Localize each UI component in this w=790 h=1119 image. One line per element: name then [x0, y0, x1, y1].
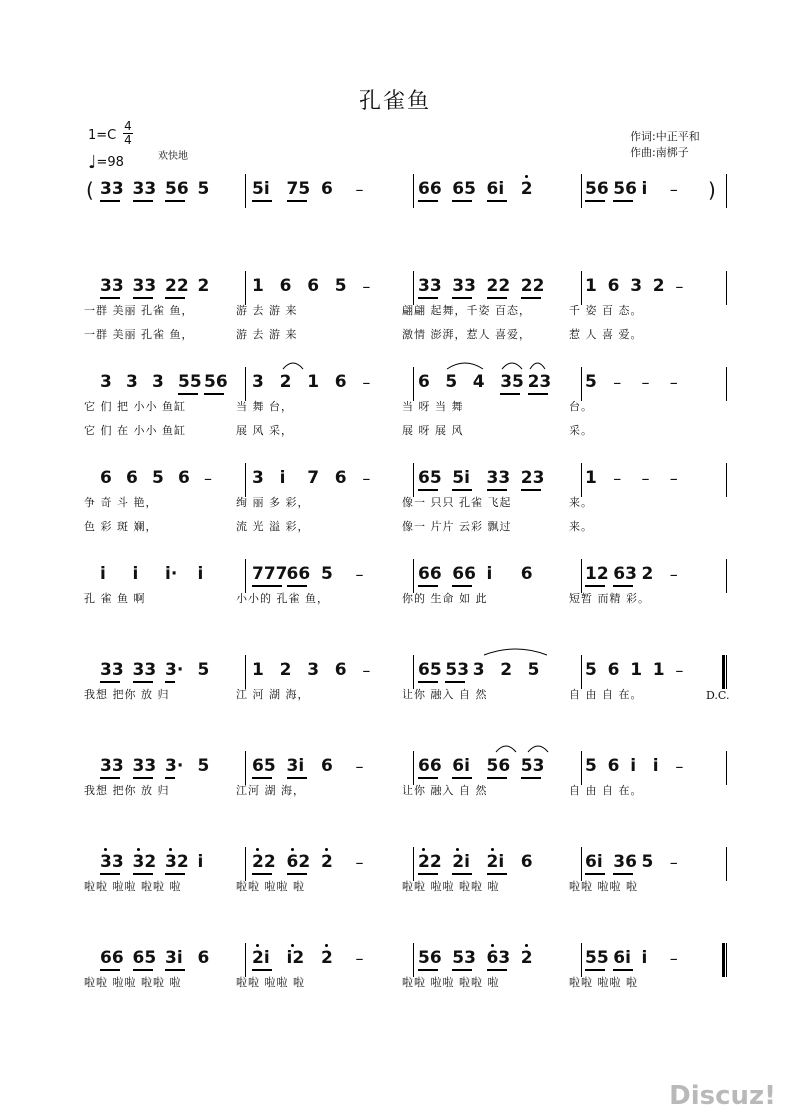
jianpu-note: 32	[132, 852, 157, 872]
jianpu-note: 5	[197, 660, 210, 680]
jianpu-note: 6	[178, 468, 190, 488]
jianpu-note: 22	[520, 276, 545, 296]
lyric-text: 我想 把你 放 归	[84, 688, 170, 701]
jianpu-note: 35	[500, 372, 524, 392]
sustain-dash: –	[613, 373, 622, 392]
jianpu-note: 36	[613, 852, 637, 872]
lyric-text: 当 呀 当 舞	[402, 400, 464, 413]
jianpu-note: 5	[197, 179, 210, 199]
jianpu-note: 65	[452, 179, 476, 199]
lyric-text: 一群 美丽 孔雀 鱼，	[84, 304, 194, 317]
jianpu-note: 33	[132, 179, 157, 199]
slur-arc	[530, 363, 545, 369]
jianpu-note: 22	[252, 852, 276, 872]
lyric-text: 小小的 孔雀 鱼，	[236, 592, 329, 605]
jianpu-note: 56	[204, 372, 228, 392]
jianpu-note: 5	[641, 852, 654, 872]
sustain-dash: –	[355, 949, 364, 968]
lyric-text: 采。	[569, 424, 593, 437]
lyric-text: 让你 融入 自 然	[402, 784, 488, 797]
lyric-text: 游 去 游 来	[236, 328, 298, 341]
key-signature: 1=C	[88, 128, 117, 143]
sustain-dash: –	[613, 469, 622, 488]
lyric-text: 啦啦 啦啦 啦	[569, 976, 638, 989]
lyric-text: 色 彩 斑 斓，	[84, 520, 158, 533]
jianpu-note: 6	[279, 276, 292, 296]
jianpu-note: 2	[520, 948, 533, 968]
jianpu-note: 6	[197, 948, 210, 968]
jianpu-note: 33	[100, 276, 124, 296]
lyric-text: 啦啦 啦啦 啦	[236, 976, 305, 989]
lyric-text: 它 们 在 小小 鱼缸	[84, 424, 186, 437]
jianpu-note: 65	[132, 948, 157, 968]
jianpu-note: 23	[527, 372, 552, 392]
expression-marking: 欢快地	[158, 151, 188, 162]
jianpu-note: 2i	[452, 852, 470, 872]
slur-arc	[496, 746, 516, 752]
jianpu-note: 65	[418, 660, 442, 680]
lyric-text: 当 舞 台，	[236, 400, 293, 413]
sustain-dash: –	[669, 180, 678, 199]
sustain-dash: –	[675, 757, 684, 776]
jianpu-note: 5	[585, 372, 597, 392]
lyric-text: 啦啦 啦啦 啦	[569, 880, 638, 893]
sustain-dash: –	[362, 469, 371, 488]
sustain-dash: –	[641, 373, 650, 392]
lyric-text: 江河 湖 海，	[236, 784, 305, 797]
lyric-text: 孔 雀 鱼 啊	[84, 592, 146, 605]
jianpu-note: 56	[165, 179, 189, 199]
jianpu-note: i	[641, 179, 648, 199]
lyric-text: 争 奇 斗 艳，	[84, 496, 158, 509]
jianpu-note: 55	[585, 948, 609, 968]
lyric-text: 像一 片片 云彩 飘过	[402, 520, 512, 533]
jianpu-note: 33	[100, 660, 124, 680]
jianpu-note: 66	[418, 564, 442, 584]
jianpu-note: 23	[520, 468, 545, 488]
jianpu-note: 32	[165, 852, 189, 872]
slur-arc	[502, 363, 522, 369]
jianpu-note: 2	[197, 276, 210, 296]
jianpu-note: 5	[197, 756, 210, 776]
jianpu-note: 2i	[486, 852, 505, 872]
jianpu-note: 6	[520, 852, 533, 872]
jianpu-note: 6	[307, 276, 320, 296]
jianpu-note: 2	[641, 564, 654, 584]
jianpu-note: 6i	[613, 948, 631, 968]
jianpu-note: i	[652, 756, 659, 776]
jianpu-note: 56	[585, 179, 609, 199]
sustain-dash: –	[669, 565, 678, 584]
jianpu-note: 56	[486, 756, 511, 776]
jianpu-note: 5i	[452, 468, 470, 488]
jianpu-note: i·	[165, 564, 178, 584]
jianpu-note: 6	[334, 660, 347, 680]
lyric-text: 游 去 游 来	[236, 304, 298, 317]
jianpu-note: 33	[452, 276, 476, 296]
jianpu-note: 6	[100, 468, 112, 488]
jianpu-note: i2	[286, 948, 305, 968]
sustain-dash: –	[362, 661, 371, 680]
jianpu-note: 777	[252, 564, 288, 584]
jianpu-note: i	[630, 756, 637, 776]
jianpu-note: i	[486, 564, 493, 584]
lyric-text: 展 呀 展 风	[402, 424, 464, 437]
jianpu-note: 2	[321, 948, 333, 968]
jianpu-note: 62	[286, 852, 311, 872]
lyric-text: 自 由 自 在。	[569, 784, 643, 797]
sustain-dash: –	[669, 853, 678, 872]
jianpu-note: i	[197, 564, 204, 584]
jianpu-note: 66	[418, 756, 442, 776]
lyric-text: 来。	[569, 496, 593, 509]
lyric-text: 像一 只只 孔雀 飞起	[402, 496, 512, 509]
jianpu-note: 2	[520, 179, 533, 199]
jianpu-note: i	[641, 948, 648, 968]
jianpu-note: 3	[307, 660, 320, 680]
jianpu-note: 6	[520, 564, 533, 584]
jianpu-note: 5i	[252, 179, 270, 199]
jianpu-note: 1	[585, 276, 597, 296]
lyricist-credit: 作词:中正平和	[630, 130, 700, 143]
sustain-dash: –	[669, 373, 678, 392]
song-title: 孔雀鱼	[358, 89, 431, 114]
sustain-dash: –	[355, 180, 364, 199]
jianpu-note: 6	[418, 372, 430, 392]
sustain-dash: –	[641, 469, 650, 488]
jianpu-note: 6i	[585, 852, 603, 872]
slur-arc	[447, 363, 483, 369]
jianpu-note: 75	[286, 179, 311, 199]
tempo-value: =98	[96, 155, 124, 170]
lyric-text: 惹 人 喜 爱。	[569, 328, 643, 341]
slur-arc	[283, 363, 303, 369]
jianpu-note: 5	[321, 564, 333, 584]
lyric-text: 江 河 湖 海，	[236, 688, 310, 701]
jianpu-note: 3·	[165, 756, 184, 776]
jianpu-note: 3	[152, 372, 164, 392]
jianpu-note: 22	[486, 276, 511, 296]
jianpu-note: 33	[132, 276, 157, 296]
lyric-text: 我想 把你 放 归	[84, 784, 170, 797]
lyric-text: 台。	[569, 400, 593, 413]
lyric-text: 短暂 而精 彩。	[569, 592, 650, 605]
lyric-text: 它 们 把 小小 鱼缸	[84, 400, 186, 413]
jianpu-note: 1	[252, 660, 264, 680]
jianpu-note: 6	[321, 756, 333, 776]
jianpu-note: 2	[279, 372, 292, 392]
jianpu-note: i	[197, 852, 204, 872]
jianpu-note: 63	[613, 564, 637, 584]
lyric-text: 千 姿 百 态。	[569, 304, 643, 317]
jianpu-note: 33	[486, 468, 511, 488]
jianpu-note: 1	[652, 660, 665, 680]
jianpu-note: 2	[500, 660, 513, 680]
lyric-text: 绚 丽 多 彩，	[236, 496, 310, 509]
jianpu-note: 5	[152, 468, 164, 488]
slur-arc	[528, 746, 548, 752]
jianpu-note: 33	[100, 852, 124, 872]
jianpu-note: 33	[100, 756, 124, 776]
jianpu-note: 2	[321, 852, 333, 872]
jianpu-note: 55	[178, 372, 202, 392]
jianpu-note: 3i	[286, 756, 305, 776]
lyric-text: 啦啦 啦啦 啦	[236, 880, 305, 893]
jianpu-note: 66	[100, 948, 124, 968]
jianpu-note: 5	[334, 276, 347, 296]
jianpu-note: 3	[126, 372, 138, 392]
lyric-text: 你的 生命 如 此	[402, 592, 488, 605]
jianpu-note: 5	[445, 372, 458, 392]
lyric-text: 激情 澎湃，惹人 喜爱，	[402, 328, 531, 341]
jianpu-note: 6	[607, 756, 620, 776]
jianpu-note: 65	[252, 756, 276, 776]
lyric-text: 啦啦 啦啦 啦啦 啦	[402, 976, 500, 989]
jianpu-note: 22	[418, 852, 442, 872]
quarter-note-icon: ♩	[88, 152, 97, 173]
jianpu-note: 4	[472, 372, 485, 392]
jianpu-note: 12	[585, 564, 609, 584]
sustain-dash: –	[669, 469, 678, 488]
jianpu-note: 56	[418, 948, 442, 968]
da-capo-mark: D.C.	[706, 689, 730, 702]
sustain-dash: –	[355, 853, 364, 872]
jianpu-note: 53	[445, 660, 470, 680]
lyric-text: 流 光 溢 彩，	[236, 520, 310, 533]
jianpu-note: 1	[307, 372, 320, 392]
jianpu-note: 66	[286, 564, 311, 584]
sustain-dash: –	[675, 661, 684, 680]
close-parenthesis: )	[708, 178, 716, 202]
jianpu-note: 5	[585, 756, 597, 776]
lyric-text: 展 风 采，	[236, 424, 293, 437]
jianpu-note: 6	[334, 468, 347, 488]
sustain-dash: –	[362, 373, 371, 392]
lyric-text: 翩翩 起舞，千姿 百态，	[402, 304, 531, 317]
sustain-dash: –	[204, 469, 212, 488]
time-signature-bottom: 4	[124, 133, 132, 147]
jianpu-note: 33	[100, 179, 124, 199]
jianpu-note: 6i	[486, 179, 505, 199]
time-signature-top: 4	[124, 119, 132, 133]
jianpu-note: 3·	[165, 660, 184, 680]
jianpu-note: 7	[307, 468, 320, 488]
jianpu-note: 56	[613, 179, 637, 199]
sustain-dash: –	[675, 277, 684, 296]
jianpu-note: i	[132, 564, 139, 584]
jianpu-note: 1	[585, 468, 597, 488]
jianpu-note: 3	[252, 468, 264, 488]
jianpu-note: 2	[652, 276, 665, 296]
jianpu-note: i	[279, 468, 286, 488]
jianpu-note: 6	[334, 372, 347, 392]
jianpu-note: 63	[486, 948, 511, 968]
jianpu-note: 1	[630, 660, 643, 680]
jianpu-note: 22	[165, 276, 189, 296]
jianpu-note: 3	[472, 660, 485, 680]
jianpu-note: 66	[452, 564, 476, 584]
jianpu-note: 6	[607, 660, 620, 680]
jianpu-note: 6	[607, 276, 620, 296]
jianpu-note: 6	[126, 468, 138, 488]
jianpu-note: 65	[418, 468, 442, 488]
jianpu-note: 5	[527, 660, 540, 680]
discuz-watermark: Discuz!	[669, 1081, 776, 1111]
jianpu-note: 53	[520, 756, 545, 776]
sustain-dash: –	[669, 949, 678, 968]
jianpu-note: 6	[321, 179, 333, 199]
jianpu-note: 66	[418, 179, 442, 199]
jianpu-note: 33	[418, 276, 442, 296]
jianpu-note: 3	[252, 372, 264, 392]
sustain-dash: –	[355, 757, 364, 776]
lyric-text: 啦啦 啦啦 啦啦 啦	[84, 880, 182, 893]
lyric-text: 一群 美丽 孔雀 鱼，	[84, 328, 194, 341]
jianpu-note: 3	[630, 276, 643, 296]
jianpu-note: 2i	[252, 948, 270, 968]
jianpu-note: 33	[132, 660, 157, 680]
lyric-text: 自 由 自 在。	[569, 688, 643, 701]
lyric-text: 啦啦 啦啦 啦啦 啦	[402, 880, 500, 893]
jianpu-note: 5	[585, 660, 597, 680]
lyric-text: 来。	[569, 520, 593, 533]
jianpu-note: 53	[452, 948, 476, 968]
jianpu-note: 33	[132, 756, 157, 776]
jianpu-note: 2	[279, 660, 292, 680]
jianpu-note: 1	[252, 276, 264, 296]
sustain-dash: –	[355, 565, 364, 584]
lyric-text: 让你 融入 自 然	[402, 688, 488, 701]
lyric-text: 啦啦 啦啦 啦啦 啦	[84, 976, 182, 989]
slur-arc	[484, 649, 547, 655]
jianpu-note: 3i	[165, 948, 183, 968]
jianpu-note: 3	[100, 372, 112, 392]
sustain-dash: –	[362, 277, 371, 296]
jianpu-note: i	[100, 564, 106, 584]
open-parenthesis: (	[86, 178, 94, 202]
composer-credit: 作曲:南梆子	[630, 146, 689, 159]
jianpu-note: 6i	[452, 756, 470, 776]
